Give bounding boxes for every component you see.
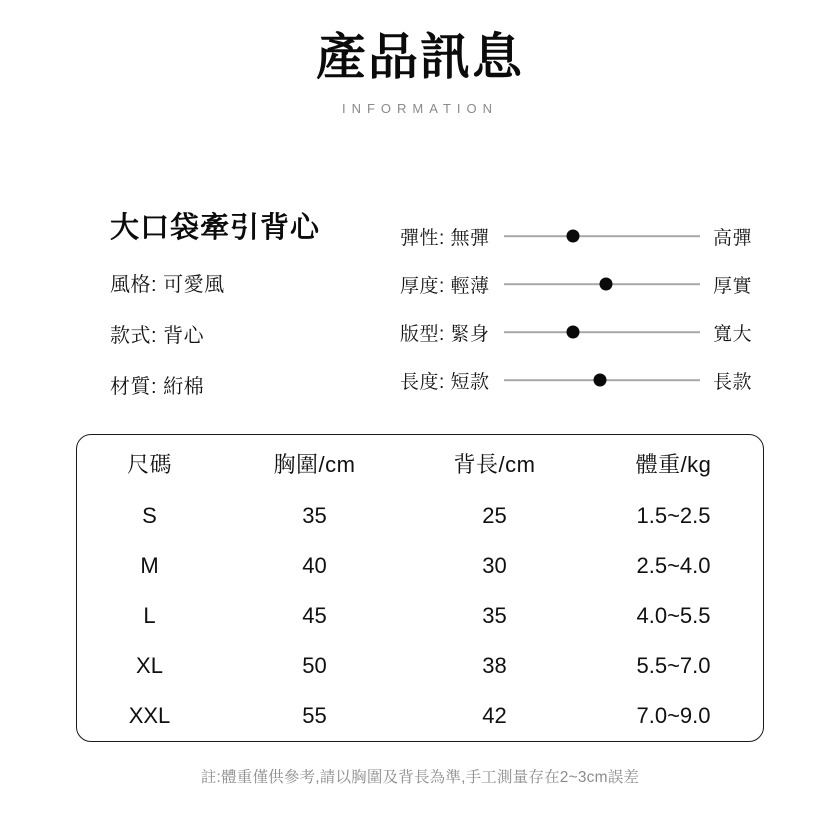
cell-weight: 5.5~7.0 xyxy=(636,653,711,678)
product-spec-material: 材質: 絎棉 xyxy=(110,376,205,398)
attribute-right-label-fit: 寬大 xyxy=(713,323,753,345)
column-header-weight: 體重/kg xyxy=(635,451,712,477)
column-header-chest: 胸圍/cm xyxy=(273,451,356,477)
page-title: 產品訊息 xyxy=(316,29,524,85)
table-row xyxy=(77,691,765,741)
product-spec-style: 風格: 可愛風 xyxy=(110,274,225,296)
cell-size: L xyxy=(143,603,156,628)
cell-back-length: 38 xyxy=(482,653,507,678)
slider-handle-icon[interactable] xyxy=(566,326,579,339)
cell-back-length: 42 xyxy=(482,703,507,728)
attribute-right-label-length: 長款 xyxy=(713,371,753,393)
slider-handle-icon[interactable] xyxy=(594,374,607,387)
slider-handle-icon[interactable] xyxy=(599,278,612,291)
page-subtitle: INFORMATION xyxy=(341,101,499,116)
attribute-sliders xyxy=(400,212,780,404)
attribute-slider-fit[interactable] xyxy=(504,323,700,341)
measurement-footnote: 註:體重僅供參考,請以胸圍及背長為準,手工測量存在2~3cm誤差 xyxy=(200,769,640,786)
slider-handle-icon[interactable] xyxy=(566,230,579,243)
cell-chest: 35 xyxy=(302,503,327,528)
cell-size: M xyxy=(140,553,159,578)
table-header-row xyxy=(77,435,765,491)
product-details xyxy=(110,205,390,399)
column-header-size: 尺碼 xyxy=(126,451,172,477)
table-row xyxy=(77,641,765,691)
cell-back-length: 25 xyxy=(482,503,507,528)
attribute-row-length xyxy=(400,356,780,404)
attribute-row-fit xyxy=(400,308,780,356)
cell-back-length: 30 xyxy=(482,553,507,578)
size-chart-table xyxy=(76,434,764,742)
column-header-back-length: 背長/cm xyxy=(453,451,536,477)
attribute-slider-thickness[interactable] xyxy=(504,275,700,293)
cell-size: XXL xyxy=(128,703,171,728)
cell-weight: 1.5~2.5 xyxy=(636,503,711,528)
attribute-left-label-length: 長度: 短款 xyxy=(400,371,490,393)
cell-weight: 4.0~5.5 xyxy=(636,603,711,628)
slider-track-icon xyxy=(504,235,700,237)
attribute-left-label-fit: 版型: 緊身 xyxy=(400,323,490,345)
cell-chest: 40 xyxy=(302,553,327,578)
cell-chest: 50 xyxy=(302,653,327,678)
cell-size: XL xyxy=(136,653,163,678)
table-row xyxy=(77,541,765,591)
table-row xyxy=(77,591,765,641)
attribute-right-label-thickness: 厚實 xyxy=(713,275,753,297)
product-spec-type: 款式: 背心 xyxy=(110,325,205,347)
cell-size: S xyxy=(142,503,157,528)
product-name: 大口袋牽引背心 xyxy=(110,212,321,244)
attribute-slider-length[interactable] xyxy=(504,371,700,389)
cell-back-length: 35 xyxy=(482,603,507,628)
cell-chest: 55 xyxy=(302,703,327,728)
attribute-slider-elasticity[interactable] xyxy=(504,227,700,245)
attribute-right-label-elasticity: 高彈 xyxy=(713,227,753,249)
attribute-row-thickness xyxy=(400,260,780,308)
cell-weight: 7.0~9.0 xyxy=(636,703,711,728)
attribute-row-elasticity xyxy=(400,212,780,260)
attribute-left-label-elasticity: 彈性: 無彈 xyxy=(400,227,490,249)
attribute-left-label-thickness: 厚度: 輕薄 xyxy=(400,275,490,297)
slider-track-icon xyxy=(504,331,700,333)
page-header xyxy=(0,30,840,116)
cell-weight: 2.5~4.0 xyxy=(636,553,711,578)
cell-chest: 45 xyxy=(302,603,327,628)
table-row xyxy=(77,491,765,541)
